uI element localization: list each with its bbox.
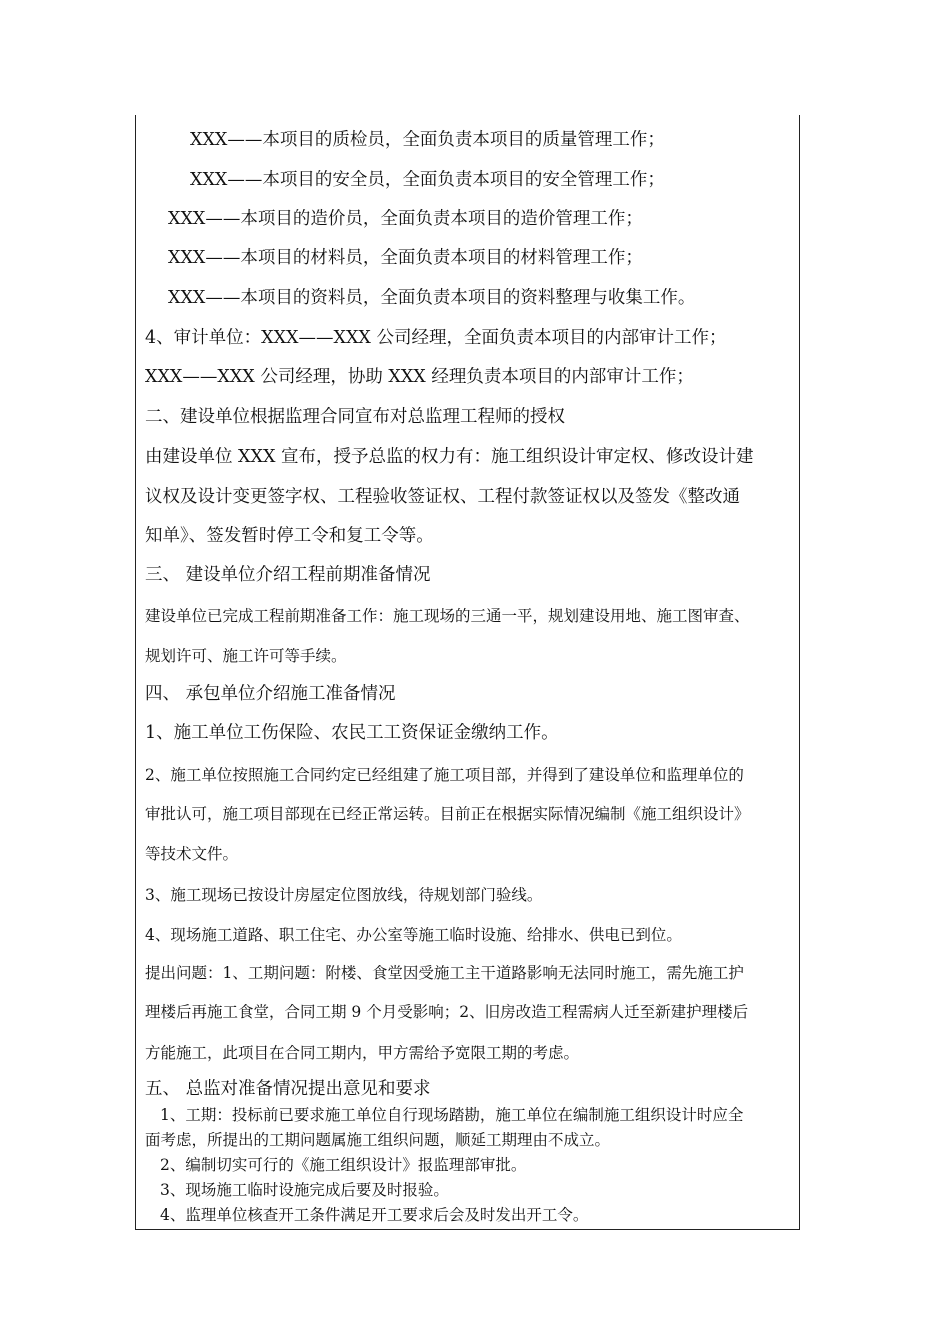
role-line-cost: XXX——本项目的造价员，全面负责本项目的造价管理工作； bbox=[168, 209, 643, 229]
section2-line-3: 知单》、签发暂时停工令和复工令等。 bbox=[145, 526, 434, 546]
section4-item-3: 3、施工现场已按设计房屋定位图放线，待规划部门验线。 bbox=[145, 886, 543, 904]
section4-item-2-line-2: 审批认可，施工项目部现在已经正常运转。目前正在根据实际情况编制《施工组织设计》 bbox=[145, 805, 750, 823]
section5-line-1: 1、工期：投标前已要求施工单位自行现场踏勘，施工单位在编制施工组织设计时应全 bbox=[160, 1106, 744, 1124]
role-line-material: XXX——本项目的材料员，全面负责本项目的材料管理工作； bbox=[168, 248, 643, 268]
section2-line-1: 由建设单位 XXX 宣布，授予总监的权力有：施工组织设计审定权、修改设计建 bbox=[145, 447, 754, 467]
section3-line-1: 建设单位已完成工程前期准备工作：施工现场的三通一平，规划建设用地、施工图审查、 bbox=[145, 607, 750, 625]
section5-heading: 五、 总监对准备情况提出意见和要求 bbox=[145, 1079, 431, 1099]
content-table-frame bbox=[135, 115, 800, 1230]
role-line-documents: XXX——本项目的资料员，全面负责本项目的资料整理与收集工作。 bbox=[168, 288, 696, 308]
audit-line-1: 4、审计单位：XXX——XXX 公司经理，全面负责本项目的内部审计工作； bbox=[145, 328, 727, 348]
role-line-qc: XXX——本项目的质检员，全面负责本项目的质量管理工作； bbox=[190, 130, 665, 150]
section4-item-2-line-1: 2、施工单位按照施工合同约定已经组建了施工项目部，并得到了建设单位和监理单位的 bbox=[145, 766, 744, 784]
section4-heading: 四、 承包单位介绍施工准备情况 bbox=[145, 684, 396, 704]
section2-line-2: 议权及设计变更签字权、工程验收签证权、工程付款签证权以及签发《整改通 bbox=[145, 487, 740, 507]
role-line-safety: XXX——本项目的安全员，全面负责本项目的安全管理工作； bbox=[190, 170, 665, 190]
section4-item-4: 4、现场施工道路、职工住宅、办公室等施工临时设施、给排水、供电已到位。 bbox=[145, 926, 682, 944]
audit-line-2: XXX——XXX 公司经理，协助 XXX 经理负责本项目的内部审计工作； bbox=[145, 367, 694, 387]
section4-item-1: 1、施工单位工伤保险、农民工工资保证金缴纳工作。 bbox=[145, 723, 559, 743]
section5-line-4: 3、现场施工临时设施完成后要及时报验。 bbox=[160, 1181, 449, 1199]
section3-heading: 三、 建设单位介绍工程前期准备情况 bbox=[145, 565, 431, 585]
issues-line-3: 方能施工，此项目在合同工期内，甲方需给予宽限工期的考虑。 bbox=[145, 1044, 580, 1062]
issues-line-2: 理楼后再施工食堂，合同工期 9 个月受影响；2、旧房改造工程需病人迁至新建护理楼后 bbox=[145, 1003, 749, 1021]
issues-line-1: 提出问题：1、工期问题：附楼、食堂因受施工主干道路影响无法同时施工，需先施工护 bbox=[145, 964, 744, 982]
section2-heading: 二、建设单位根据监理合同宣布对总监理工程师的授权 bbox=[145, 407, 565, 427]
section5-line-2: 面考虑，所提出的工期问题属施工组织问题，顺延工期理由不成立。 bbox=[145, 1131, 611, 1149]
section5-line-3: 2、编制切实可行的《施工组织设计》报监理部审批。 bbox=[160, 1156, 527, 1174]
section5-line-5: 4、监理单位核查开工条件满足开工要求后会及时发出开工令。 bbox=[160, 1206, 589, 1224]
section3-line-2: 规划许可、施工许可等手续。 bbox=[145, 647, 347, 665]
section4-item-2-line-3: 等技术文件。 bbox=[145, 845, 239, 863]
